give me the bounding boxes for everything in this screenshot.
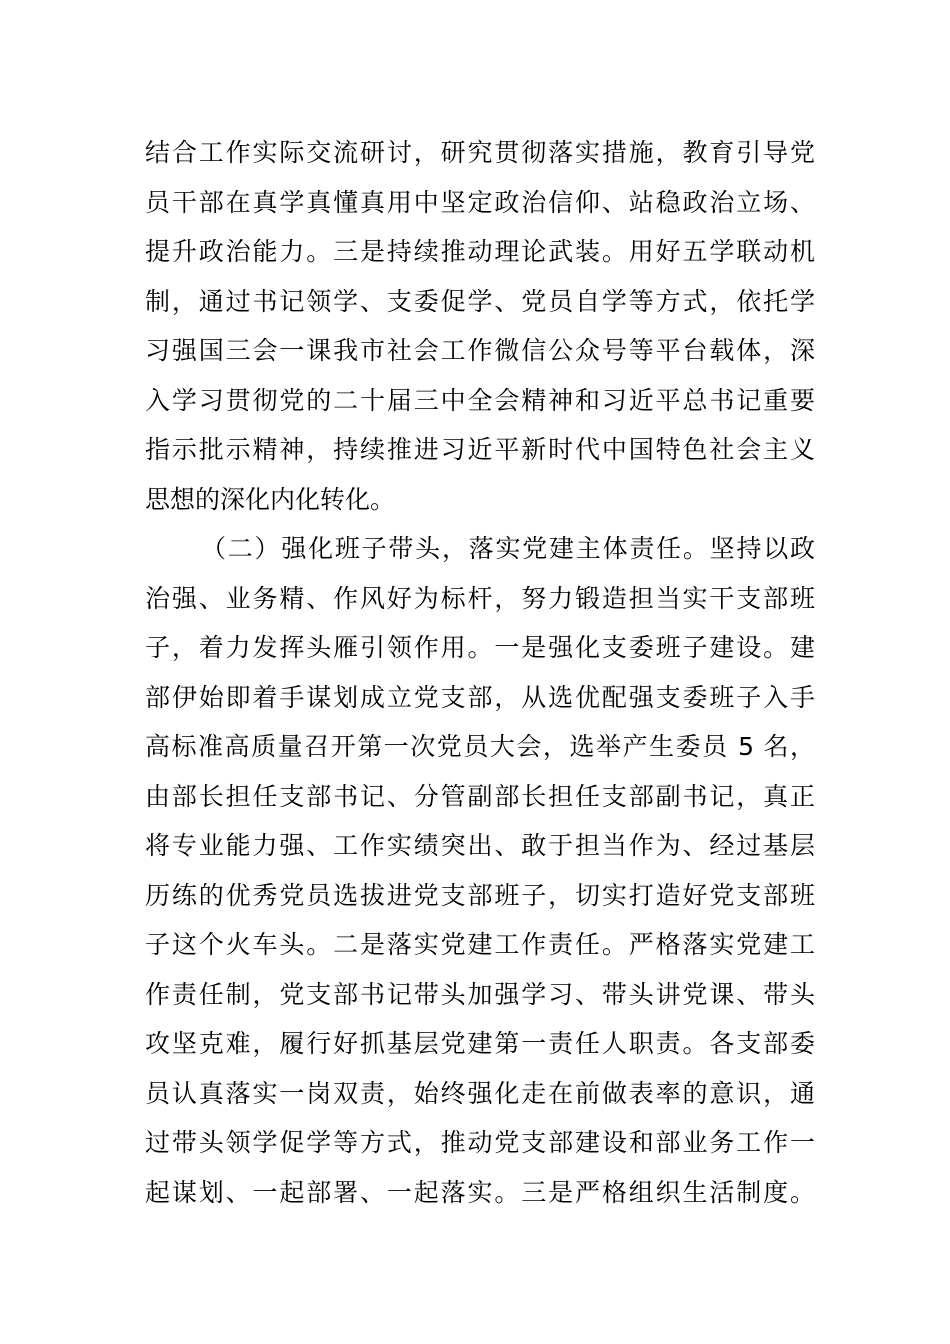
text-line: 结合工作实际交流研讨，研究贯彻落实措施，教育引导党 <box>145 138 815 167</box>
text-line: 指示批示精神，持续推进习近平新时代中国特色社会主义 <box>145 435 815 464</box>
text-line: 员干部在真学真懂真用中坚定政治信仰、站稳政治立场、 <box>145 187 815 217</box>
text-line: 部伊始即着手谋划成立党支部，从选优配强支委班子入手 <box>145 682 815 712</box>
section-heading-line: （二）强化班子带头，落实党建主体责任。坚持以政 <box>201 534 815 563</box>
text-line: 由部长担任支部书记、分管副部长担任支部副书记，真正 <box>145 781 815 811</box>
text-line: 起谋划、一起部署、一起落实。三是严格组织生活制度。 <box>145 1177 815 1207</box>
text-line: 入学习贯彻党的二十届三中全会精神和习近平总书记重要 <box>145 385 815 415</box>
text-line: 作责任制，党支部书记带头加强学习、带头讲党课、带头 <box>145 979 815 1009</box>
text-line: 制，通过书记领学、支委促学、党员自学等方式，依托学 <box>145 286 815 316</box>
text-line: 高标准高质量召开第一次党员大会，选举产生委员 5 名， <box>145 732 815 761</box>
text-line: 治强、业务精、作风好为标杆，努力锻造担当实干支部班 <box>145 583 815 613</box>
text-line: 将专业能力强、工作实绩突出、敢于担当作为、经过基层 <box>145 831 815 860</box>
text-line: 子，着力发挥头雁引领作用。一是强化支委班子建设。建 <box>145 633 815 662</box>
body-text <box>145 128 815 1217</box>
text-line: 攻坚克难，履行好抓基层党建第一责任人职责。各支部委 <box>145 1029 815 1058</box>
text-line: 提升政治能力。三是持续推动理论武装。用好五学联动机 <box>145 237 815 266</box>
paragraph-end-line: 思想的深化内化转化。 <box>145 484 396 514</box>
text-line: 子这个火车头。二是落实党建工作责任。严格落实党建工 <box>145 930 815 959</box>
text-line: 习强国三会一课我市社会工作微信公众号等平台载体，深 <box>145 336 815 365</box>
text-line: 过带头领学促学等方式，推动党支部建设和部业务工作一 <box>145 1128 815 1157</box>
text-line: 历练的优秀党员选拔进党支部班子，切实打造好党支部班 <box>145 880 815 910</box>
text-line: 员认真落实一岗双责，始终强化走在前做表率的意识，通 <box>145 1078 815 1108</box>
